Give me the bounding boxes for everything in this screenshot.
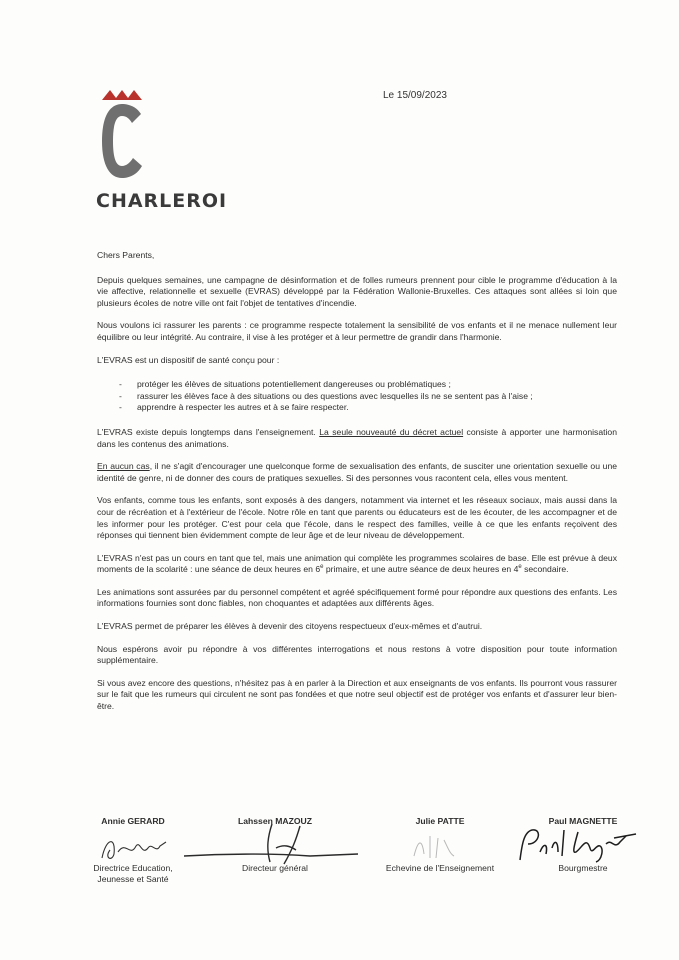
paragraph-9: Nous espérons avoir pu répondre à vos différentes interrogations et nous restons à votre disposition pour toute information supplémentaire. <box>97 643 617 666</box>
signature-gerard <box>78 816 188 886</box>
bullet-list <box>97 379 617 414</box>
paragraph-6-b: primaire, et une autre séance de deux heures en 4 <box>323 564 519 575</box>
superscript: e <box>320 564 324 571</box>
handwritten-signature-icon <box>404 828 474 864</box>
paragraph-4-emphasis: En aucun cas <box>97 461 150 472</box>
paragraph-2: Nous voulons ici rassurer les parents : ce programme respecte totalement la sensibilité de vos enfants et il ne menace nullement leur équilibre ou leur intégrité. Au contraire, il vise à les protéger et à leur permettre de grandir dans l'harmonie. <box>97 320 617 342</box>
paragraph-10: Si vous avez encore des questions, n'hésitez pas à en parler à la Direction et aux enseignants de vos enfants. Ils pourront vous rassurer sur le fait que les rumeurs qui circulent ne sont pas fondées et que notre seul objectif est de protéger vos enfants et d'assurer leur bien-être. <box>97 677 617 712</box>
paragraph-6-c: secondaire. <box>521 564 569 575</box>
charleroi-crown-c-icon <box>96 86 156 186</box>
paragraph-8: L'EVRAS permet de préparer les élèves à devenir des citoyens respectueux d'eux-mêmes et d'autrui. <box>97 621 483 632</box>
signatory-role: Directeur général <box>242 863 308 873</box>
signature-patte <box>370 816 510 874</box>
signatory-role: Echevine de l'Enseignement <box>385 863 495 873</box>
signatory-role-line-2: Jeunesse et Santé <box>97 874 169 885</box>
letter-date: Le 15/09/2023 <box>383 90 447 101</box>
paragraph-1: Depuis quelques semaines, une campagne de désinformation et de folles rumeurs prennent pour cible le programme d'éducation à la vie affective, relationnelle et sexuelle (EVRAS) développé par la Fédération Wallonie-Bruxelles. Ces attaques sont allées si loin que plusieurs écoles de notre ville ont fait l'objet de tentatives d'incendie. <box>97 274 617 308</box>
paragraph-3-emphasis: La seule nouveauté du décret actuel <box>319 426 464 437</box>
list-item: - rassurer les élèves face à des situations ou des questions avec lesquelles ils ne se sentent pas à l'aise ; <box>119 391 617 403</box>
list-intro: L'EVRAS est un dispositif de santé conçu pour : <box>97 354 280 365</box>
paragraph-4 <box>97 461 617 484</box>
paragraph-7: Les animations sont assurées par du personnel compétent et agréé spécifiquement formé pour répondre aux questions des enfants. Les informations fournies sont donc fiables, non choquantes et adaptées aux différents âges. <box>97 586 617 609</box>
list-item: - apprendre à respecter les autres et à se faire respecter. <box>119 402 617 414</box>
paragraph-4-rest: , il ne s'agit d'encourager une quelconque forme de sexualisation des enfants, de susciter une orientation sexuelle ou une identité de genre, ni de donner des cours de pratiques sexuelles. Si des personnes vous racontent cela, elles vous mentent. <box>97 461 618 483</box>
handwritten-signature-icon <box>180 820 370 866</box>
handwritten-signature-icon <box>96 828 176 868</box>
paragraph-6 <box>97 553 617 576</box>
signatory-name: Annie GERARD <box>101 816 165 826</box>
signatory-name: Lahssen MAZOUZ <box>237 816 312 826</box>
charleroi-logo <box>96 86 228 216</box>
signature-mazouz <box>210 816 340 874</box>
greeting: Chers Parents, <box>97 250 155 260</box>
paragraph-3-end: consiste à apporter une harmonisation dans les contenus des animations. <box>97 426 617 449</box>
handwritten-signature-icon <box>516 822 646 866</box>
paragraph-3 <box>97 427 617 450</box>
letter-body <box>97 250 617 724</box>
signatory-role: Directrice Education, <box>93 863 173 873</box>
superscript: e <box>518 564 522 571</box>
list-item: - protéger les élèves de situations potentiellement dangereuses ou problématiques ; <box>119 379 617 391</box>
signatory-name: Julie PATTE <box>415 816 465 826</box>
signature-magnette <box>528 816 638 874</box>
paragraph-5: Vos enfants, comme tous les enfants, sont exposés à des dangers, notamment via internet et les réseaux sociaux, mais aussi dans la cour de récréation et à l'extérieur de l'école. Notre rôle en tant que parents ou éducateurs est de les écouter, de les accompagner et de les informer pour les protéger. C'est pour cela que l'école, dans le respect des familles, veille à ce que les enfants reçoivent des réponses qui tiennent bien évidemment compte de leur âge et de leur niveau de développement. <box>97 495 617 541</box>
signatory-role: Bourgmestre <box>558 863 608 873</box>
paragraph-3-start: L'EVRAS existe depuis longtemps dans l'enseignement. <box>97 426 320 437</box>
logo-wordmark: CHARLEROI <box>96 190 228 212</box>
signatory-name: Paul MAGNETTE <box>548 816 618 826</box>
signature-block <box>78 816 638 896</box>
paragraph-6-a: L'EVRAS n'est pas un cours en tant que tel, mais une animation qui complète les programmes scolaires de base. Elle est prévue à deux moments de la scolarité : une séance de deux heures en 6 <box>97 552 617 575</box>
